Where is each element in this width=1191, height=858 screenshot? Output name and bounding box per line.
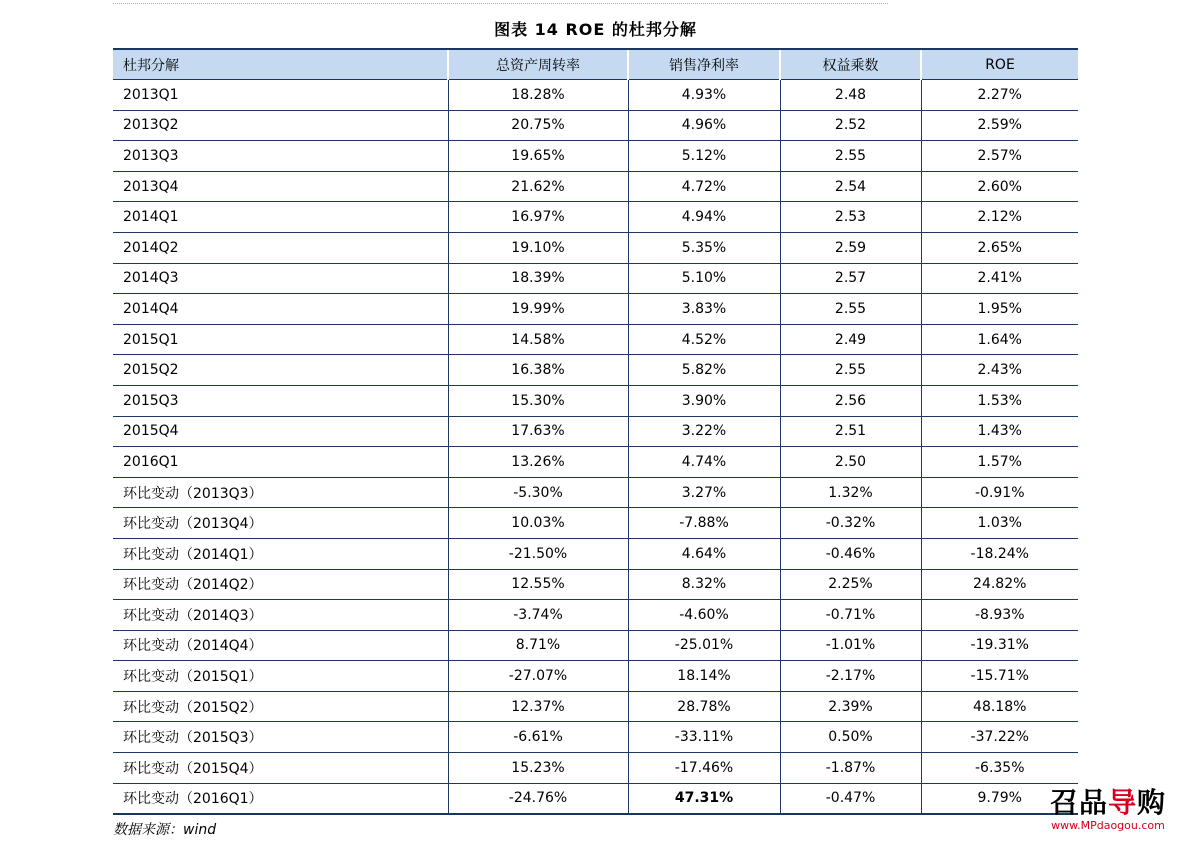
value-cell: -19.31% <box>921 630 1078 661</box>
value-cell: 2.55 <box>780 355 921 386</box>
value-cell: 0.50% <box>780 722 921 753</box>
value-cell: 15.30% <box>448 385 628 416</box>
value-cell: 4.93% <box>628 80 780 111</box>
table-row <box>113 385 1078 416</box>
value-cell: 2.57 <box>780 263 921 294</box>
row-label-cell: 环比变动（2014Q2） <box>113 569 448 600</box>
value-cell: 2.60% <box>921 171 1078 202</box>
value-cell: 2.48 <box>780 80 921 111</box>
value-cell: 5.10% <box>628 263 780 294</box>
value-cell: 2.43% <box>921 355 1078 386</box>
value-cell: 9.79% <box>921 783 1078 814</box>
value-cell: -4.60% <box>628 600 780 631</box>
value-cell: -1.87% <box>780 753 921 784</box>
value-cell: 16.97% <box>448 202 628 233</box>
header-equity-multiplier: 权益乘数 <box>780 49 921 80</box>
table-row <box>113 630 1078 661</box>
row-label-cell: 环比变动（2015Q3） <box>113 722 448 753</box>
value-cell: -3.74% <box>448 600 628 631</box>
table-row <box>113 691 1078 722</box>
value-cell: 1.32% <box>780 477 921 508</box>
value-cell: -0.47% <box>780 783 921 814</box>
value-cell: 2.53 <box>780 202 921 233</box>
value-cell: 2.27% <box>921 80 1078 111</box>
table-row <box>113 80 1078 111</box>
value-cell: 14.58% <box>448 324 628 355</box>
value-cell: 2.41% <box>921 263 1078 294</box>
value-cell: 24.82% <box>921 569 1078 600</box>
table-row <box>113 569 1078 600</box>
value-cell: 16.38% <box>448 355 628 386</box>
value-cell: 4.72% <box>628 171 780 202</box>
value-cell: 8.71% <box>448 630 628 661</box>
value-cell: 8.32% <box>628 569 780 600</box>
top-dotted-rule <box>113 3 888 4</box>
row-label-cell: 环比变动（2014Q4） <box>113 630 448 661</box>
value-cell: 5.12% <box>628 141 780 172</box>
table-row <box>113 538 1078 569</box>
table-row <box>113 110 1078 141</box>
row-label-cell: 2015Q2 <box>113 355 448 386</box>
watermark-url: www.MPdaogou.com <box>1051 819 1165 832</box>
row-label-cell: 环比变动（2013Q3） <box>113 477 448 508</box>
value-cell: 4.52% <box>628 324 780 355</box>
value-cell: 28.78% <box>628 691 780 722</box>
value-cell: 3.22% <box>628 416 780 447</box>
row-label-cell: 环比变动（2015Q2） <box>113 691 448 722</box>
value-cell: 20.75% <box>448 110 628 141</box>
value-cell: 19.99% <box>448 294 628 325</box>
header-dupont: 杜邦分解 <box>113 49 448 80</box>
value-cell: -25.01% <box>628 630 780 661</box>
value-cell: 1.64% <box>921 324 1078 355</box>
table-header-row <box>113 49 1078 80</box>
value-cell: 2.57% <box>921 141 1078 172</box>
value-cell: 15.23% <box>448 753 628 784</box>
value-cell: 2.59 <box>780 232 921 263</box>
data-source-note: 数据来源：wind <box>113 822 217 838</box>
header-roe: ROE <box>921 49 1078 80</box>
value-cell: -0.91% <box>921 477 1078 508</box>
table-row <box>113 232 1078 263</box>
value-cell: 2.55 <box>780 141 921 172</box>
table-row <box>113 753 1078 784</box>
row-label-cell: 环比变动（2015Q4） <box>113 753 448 784</box>
watermark-logo-text: 召品导购 <box>1049 786 1167 819</box>
value-cell: 2.25% <box>780 569 921 600</box>
value-cell: 2.50 <box>780 447 921 478</box>
header-net-margin: 销售净利率 <box>628 49 780 80</box>
value-cell: 2.65% <box>921 232 1078 263</box>
value-cell: 3.90% <box>628 385 780 416</box>
value-cell: 3.27% <box>628 477 780 508</box>
header-asset-turnover: 总资产周转率 <box>448 49 628 80</box>
value-cell: -0.71% <box>780 600 921 631</box>
value-cell: 18.14% <box>628 661 780 692</box>
table-row <box>113 447 1078 478</box>
row-label-cell: 环比变动（2013Q4） <box>113 508 448 539</box>
value-cell: 19.65% <box>448 141 628 172</box>
value-cell: -1.01% <box>780 630 921 661</box>
value-cell: 2.39% <box>780 691 921 722</box>
row-label-cell: 2013Q3 <box>113 141 448 172</box>
value-cell: 3.83% <box>628 294 780 325</box>
watermark-logo <box>1038 787 1178 833</box>
dupont-table <box>113 48 1078 815</box>
row-label-cell: 2013Q1 <box>113 80 448 111</box>
row-label-cell: 环比变动（2015Q1） <box>113 661 448 692</box>
value-cell: 1.53% <box>921 385 1078 416</box>
figure-caption: 图表 14 ROE 的杜邦分解 <box>494 20 697 39</box>
value-cell: 2.49 <box>780 324 921 355</box>
row-label-cell: 2013Q2 <box>113 110 448 141</box>
table-row <box>113 141 1078 172</box>
value-cell: 21.62% <box>448 171 628 202</box>
value-cell: -33.11% <box>628 722 780 753</box>
value-cell: -15.71% <box>921 661 1078 692</box>
value-cell: 4.64% <box>628 538 780 569</box>
value-cell: 1.03% <box>921 508 1078 539</box>
value-cell: -2.17% <box>780 661 921 692</box>
value-cell: -21.50% <box>448 538 628 569</box>
value-cell: -0.32% <box>780 508 921 539</box>
row-label-cell: 2013Q4 <box>113 171 448 202</box>
row-label-cell: 2014Q1 <box>113 202 448 233</box>
table-row <box>113 477 1078 508</box>
value-cell: 4.94% <box>628 202 780 233</box>
value-cell: -6.35% <box>921 753 1078 784</box>
value-cell: -24.76% <box>448 783 628 814</box>
value-cell: 47.31% <box>628 783 780 814</box>
value-cell: -7.88% <box>628 508 780 539</box>
row-label-cell: 2016Q1 <box>113 447 448 478</box>
table-row <box>113 202 1078 233</box>
table-row <box>113 355 1078 386</box>
value-cell: 10.03% <box>448 508 628 539</box>
row-label-cell: 2014Q2 <box>113 232 448 263</box>
row-label-cell: 环比变动（2014Q1） <box>113 538 448 569</box>
value-cell: 1.43% <box>921 416 1078 447</box>
table-row <box>113 722 1078 753</box>
row-label-cell: 环比变动（2016Q1） <box>113 783 448 814</box>
value-cell: 2.52 <box>780 110 921 141</box>
value-cell: -27.07% <box>448 661 628 692</box>
table-row <box>113 294 1078 325</box>
value-cell: -6.61% <box>448 722 628 753</box>
table-row <box>113 171 1078 202</box>
table-row <box>113 600 1078 631</box>
table-body <box>113 80 1078 815</box>
value-cell: 5.35% <box>628 232 780 263</box>
row-label-cell: 环比变动（2014Q3） <box>113 600 448 631</box>
value-cell: 2.54 <box>780 171 921 202</box>
value-cell: -8.93% <box>921 600 1078 631</box>
table-row <box>113 416 1078 447</box>
value-cell: 2.55 <box>780 294 921 325</box>
value-cell: 19.10% <box>448 232 628 263</box>
table-row <box>113 661 1078 692</box>
value-cell: -37.22% <box>921 722 1078 753</box>
row-label-cell: 2014Q3 <box>113 263 448 294</box>
row-label-cell: 2014Q4 <box>113 294 448 325</box>
value-cell: 1.57% <box>921 447 1078 478</box>
table-row <box>113 783 1078 814</box>
value-cell: 1.95% <box>921 294 1078 325</box>
value-cell: 4.96% <box>628 110 780 141</box>
value-cell: 18.39% <box>448 263 628 294</box>
value-cell: -0.46% <box>780 538 921 569</box>
value-cell: 12.55% <box>448 569 628 600</box>
value-cell: -5.30% <box>448 477 628 508</box>
table-row <box>113 324 1078 355</box>
value-cell: 4.74% <box>628 447 780 478</box>
row-label-cell: 2015Q1 <box>113 324 448 355</box>
table-row <box>113 263 1078 294</box>
value-cell: 5.82% <box>628 355 780 386</box>
value-cell: 2.59% <box>921 110 1078 141</box>
value-cell: 2.56 <box>780 385 921 416</box>
value-cell: 13.26% <box>448 447 628 478</box>
value-cell: 12.37% <box>448 691 628 722</box>
value-cell: -17.46% <box>628 753 780 784</box>
value-cell: 17.63% <box>448 416 628 447</box>
value-cell: -18.24% <box>921 538 1078 569</box>
value-cell: 2.51 <box>780 416 921 447</box>
value-cell: 18.28% <box>448 80 628 111</box>
row-label-cell: 2015Q3 <box>113 385 448 416</box>
value-cell: 48.18% <box>921 691 1078 722</box>
value-cell: 2.12% <box>921 202 1078 233</box>
row-label-cell: 2015Q4 <box>113 416 448 447</box>
table-row <box>113 508 1078 539</box>
